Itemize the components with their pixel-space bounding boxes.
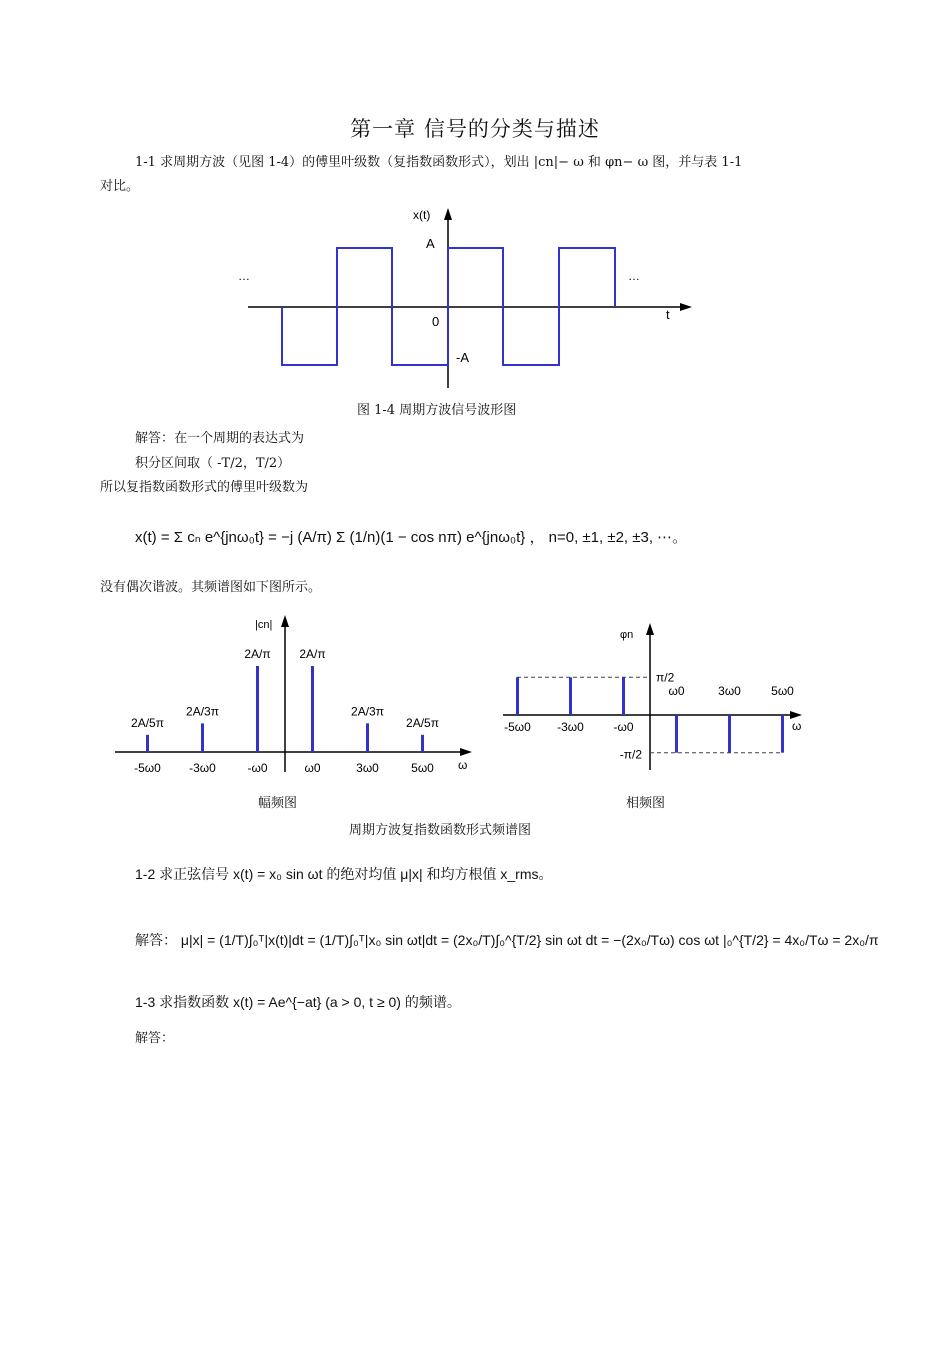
phase-y-arrow	[646, 623, 654, 635]
problem-1-1-line2: 对比。	[100, 179, 140, 194]
amp-tick-label: 5ω0	[411, 761, 434, 775]
amp-tick-label: 3ω0	[356, 761, 379, 775]
phase-chart-title: 相频图	[626, 796, 666, 811]
answer1-line3: 所以复指数函数形式的傅里叶级数为	[100, 480, 309, 495]
amp-tick-label: -3ω0	[189, 761, 216, 775]
amp-tick-label: -5ω0	[134, 761, 161, 775]
amp-neg-label: -A	[456, 350, 469, 365]
spectrum-caption: 周期方波复指数函数形式频谱图	[349, 823, 532, 838]
amp-data-label: 2A/5π	[131, 715, 164, 730]
amp-y-arrow	[281, 615, 289, 627]
amp-data-label: 2A/3π	[186, 704, 219, 719]
t-axis-arrow	[680, 303, 692, 311]
amp-x-arrow	[460, 748, 472, 756]
no-even-harmonics-text: 没有偶次谐波。其频谱图如下图所示。	[100, 580, 322, 595]
phase-tick-label: 3ω0	[718, 684, 741, 698]
figure-1-4-caption: 图 1-4 周期方波信号波形图	[357, 403, 517, 418]
problem-1-2: 1-2 求正弦信号 x(t) = x₀ sin ωt 的绝对均值 μ|x| 和均方根值 x_rms。	[135, 866, 553, 882]
amp-data-label: 2A/π	[299, 647, 326, 662]
x-axis-arrow	[444, 208, 452, 220]
amp-pos-label: A	[426, 236, 435, 251]
answer1-line2: 积分区间取（ -T/2，T/2）	[135, 456, 291, 471]
answer-1-2: 解答： μ|x| = (1/T)∫₀ᵀ|x(t)|dt = (1/T)∫₀ᵀ|x₀ sin ωt|dt = (2x₀/T)∫₀^{T/2} sin ωt dt = −(2x₀/Tω) cos ωt |₀^{T/2} = 4x₀/Tω = 2x₀/π	[135, 932, 879, 948]
answer-1-3: 解答：	[135, 1031, 175, 1046]
phase-tick-label: -ω0	[613, 720, 634, 734]
amp-data-label: 2A/π	[244, 647, 271, 662]
amp-x-label: ω	[458, 758, 468, 772]
amp-y-label: |cn|	[255, 619, 273, 631]
phase-tick-label: 5ω0	[771, 684, 794, 698]
amp-data-label: 2A/5π	[406, 715, 439, 730]
ellipsis-right: …	[628, 269, 640, 283]
phase-tick-neg: -π/2	[619, 747, 642, 762]
amp-tick-label: ω0	[304, 761, 321, 775]
phase-tick-label: -3ω0	[557, 720, 584, 734]
amplitude-spectrum-chart	[110, 610, 480, 780]
x-axis-label: x(t)	[413, 208, 431, 222]
phase-y-label: φn	[620, 629, 634, 641]
answer1-line1: 解答：在一个周期的表达式为	[135, 431, 305, 446]
fourier-series-equation: x(t) = Σ cₙ e^{jnω₀t} = −j (A/π) Σ (1/n)(1 − cos nπ) e^{jnω₀t} ， n=0, ±1, ±2, ±3, ⋯。	[135, 529, 688, 546]
t-axis-label: t	[666, 307, 670, 322]
phase-tick-pos: π/2	[656, 670, 675, 685]
phase-x-label: ω	[792, 719, 802, 733]
problem-1-3: 1-3 求指数函数 x(t) = Ae^{−at} (a > 0, t ≥ 0) 的频谱。	[135, 994, 461, 1010]
phase-tick-label: ω0	[668, 684, 685, 698]
chapter-title: 第一章 信号的分类与描述	[350, 117, 600, 141]
phase-spectrum-chart	[495, 620, 815, 780]
square-wave-figure	[230, 200, 700, 395]
ellipsis-left: …	[238, 269, 250, 283]
problem-1-1-line1: 1-1 求周期方波（见图 1-4）的傅里叶级数（复指数函数形式），划出 |cn|− ω 和 φn− ω 图，并与表 1-1	[135, 155, 743, 170]
amplitude-chart-title: 幅频图	[258, 796, 298, 811]
phase-tick-label: -5ω0	[504, 720, 531, 734]
origin-label: 0	[432, 314, 440, 329]
phase-x-arrow	[790, 711, 802, 719]
amp-tick-label: -ω0	[247, 761, 268, 775]
amp-data-label: 2A/3π	[351, 704, 384, 719]
